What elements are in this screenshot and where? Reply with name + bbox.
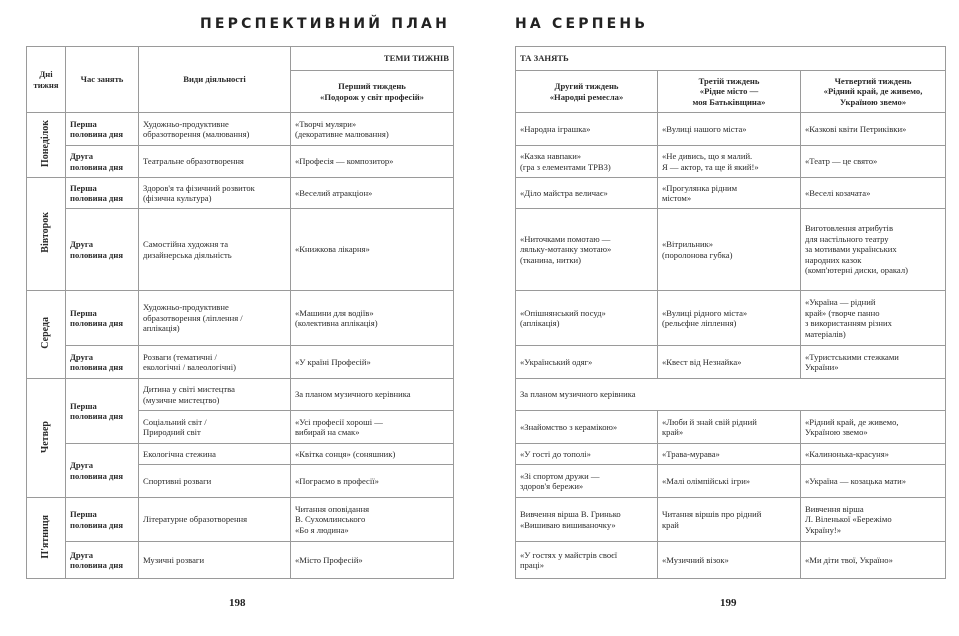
header-time: Час занять xyxy=(66,47,139,113)
theme-cell: «Книжкова лікарня» xyxy=(291,209,454,291)
activity-cell: Художньо-продуктивне образотворення (малювання) xyxy=(139,113,291,146)
day-cell xyxy=(27,291,66,379)
time-cell: Друга половина дня xyxy=(66,146,139,178)
time-cell: Друга половина дня xyxy=(66,346,139,379)
activity-cell: Екологічна стежина xyxy=(139,444,291,465)
theme-cell: «Малі олімпійські ігри» xyxy=(658,465,801,498)
time-cell: Перша половина дня xyxy=(66,291,139,346)
theme-cell: «У країні Професій» xyxy=(291,346,454,379)
day-label: Четвер xyxy=(39,420,51,453)
day-label: Понеділок xyxy=(39,120,51,168)
theme-cell: «У гості до тополі» xyxy=(516,444,658,465)
activity-cell: Музичні розваги xyxy=(139,542,291,579)
header-week3: Третій тиждень «Рідне місто — моя Батьківщина» xyxy=(658,71,801,113)
theme-cell: «Зі спортом дружи — здоров'я бережи» xyxy=(516,465,658,498)
theme-cell: Читання оповідання В. Сухомлинського «Бо я людина» xyxy=(291,498,454,542)
theme-cell: «Веселий атракціон» xyxy=(291,178,454,209)
time-cell: Перша половина дня xyxy=(66,379,139,444)
theme-cell: За планом музичного керівника xyxy=(291,379,454,411)
theme-cell: «Веселі козачата» xyxy=(801,178,946,209)
day-label: Вівторок xyxy=(39,212,51,254)
page-title-left: ПЕРСПЕКТИВНИЙ ПЛАН xyxy=(200,16,450,32)
theme-cell: Вивчення вірша В. Гринько «Вишиваю вишиваночку» xyxy=(516,498,658,542)
theme-cell: «Вулиці нашого міста» xyxy=(658,113,801,146)
plan-table-left xyxy=(26,46,454,579)
activity-cell: Соціальний світ / Природний світ xyxy=(139,411,291,444)
theme-cell: «Рідний край, де живемо, Україною звемо» xyxy=(801,411,946,444)
theme-cell: «Ниточками помотаю — ляльку-мотанку змотаю» (тканина, нитки) xyxy=(516,209,658,291)
theme-cell: «Діло майстра величає» xyxy=(516,178,658,209)
time-cell: Перша половина дня xyxy=(66,498,139,542)
theme-cell: «Трава-мурава» xyxy=(658,444,801,465)
theme-cell: «Вітрильник» (поролонова губка) xyxy=(658,209,801,291)
time-cell: Друга половина дня xyxy=(66,542,139,579)
activity-cell: Художньо-продуктивне образотворення (ліплення / аплікація) xyxy=(139,291,291,346)
time-cell: Перша половина дня xyxy=(66,178,139,209)
time-cell: Друга половина дня xyxy=(66,209,139,291)
theme-cell: «Машини для водіїв» (колективна аплікація) xyxy=(291,291,454,346)
activity-cell: Літературне образотворення xyxy=(139,498,291,542)
page-number-right: 199 xyxy=(720,597,737,609)
day-label: Середа xyxy=(39,317,51,350)
theme-cell: «Опішнянський посуд» (аплікація) xyxy=(516,291,658,346)
theme-cell: «Не дивись, що я малий. Я — актор, та ще й який!» xyxy=(658,146,801,178)
theme-cell: «Народна іграшка» xyxy=(516,113,658,146)
header-activities: Види діяльності xyxy=(139,47,291,113)
theme-cell: «Місто Професій» xyxy=(291,542,454,579)
theme-cell: «Український одяг» xyxy=(516,346,658,379)
merged-theme-cell: За планом музичного керівника xyxy=(516,379,946,411)
time-cell: Друга половина дня xyxy=(66,444,139,498)
theme-cell: «Ми діти твої, Україно» xyxy=(801,542,946,579)
theme-cell: Читання віршів про рідний край xyxy=(658,498,801,542)
time-cell: Перша половина дня xyxy=(66,113,139,146)
theme-cell: «Творчі муляри» (декоративне малювання) xyxy=(291,113,454,146)
header-themes: ТЕМИ ТИЖНІВ xyxy=(291,47,454,71)
theme-cell: «Вулиці рідного міста» (рельєфне ліплення) xyxy=(658,291,801,346)
day-cell xyxy=(27,498,66,579)
theme-cell: «Казка навпаки» (гра з елементами ТРВЗ) xyxy=(516,146,658,178)
header-week4: Четвертий тиждень «Рідний край, де живемо, Україною звемо» xyxy=(801,71,946,113)
activity-cell: Дитина у світі мистецтва (музичне мистецтво) xyxy=(139,379,291,411)
day-cell xyxy=(27,178,66,291)
theme-cell: «Казкові квіти Петриківки» xyxy=(801,113,946,146)
theme-cell: «Україна — козацька мати» xyxy=(801,465,946,498)
theme-cell: «Музичний візок» xyxy=(658,542,801,579)
theme-cell: «Усі професії хороші — вибирай на смак» xyxy=(291,411,454,444)
theme-cell: «Туристськими стежками України» xyxy=(801,346,946,379)
day-cell xyxy=(27,113,66,178)
plan-table-right xyxy=(515,46,946,579)
header-week1: Перший тиждень «Подорож у світ професій» xyxy=(291,71,454,113)
activity-cell: Здоров'я та фізичний розвиток (фізична культура) xyxy=(139,178,291,209)
theme-cell: «Професія — композитор» xyxy=(291,146,454,178)
header-themes-cont: ТА ЗАНЯТЬ xyxy=(516,47,946,71)
day-cell xyxy=(27,379,66,498)
theme-cell: «Квест від Незнайка» xyxy=(658,346,801,379)
theme-cell: Виготовлення атрибутів для настільного театру за мотивами українських народних казок (комп'ютерні диски, оракал) xyxy=(801,209,946,291)
theme-cell: «Україна — рідний край» (творче панно з використанням різних матеріалів) xyxy=(801,291,946,346)
theme-cell: «Прогулянка рідним містом» xyxy=(658,178,801,209)
theme-cell: «У гостях у майстрів своєї праці» xyxy=(516,542,658,579)
activity-cell: Театральне образотворення xyxy=(139,146,291,178)
theme-cell: «Люби й знай свій рідний край» xyxy=(658,411,801,444)
theme-cell: «Квітка сонця» (соняшник) xyxy=(291,444,454,465)
theme-cell: «Театр — це свято» xyxy=(801,146,946,178)
theme-cell: «Калинонька-красуня» xyxy=(801,444,946,465)
activity-cell: Самостійна художня та дизайнерська діяльність xyxy=(139,209,291,291)
page-number-left: 198 xyxy=(229,597,246,609)
page-title-right: НА СЕРПЕНЬ xyxy=(515,16,649,32)
theme-cell: «Пограємо в професії» xyxy=(291,465,454,498)
theme-cell: «Знайомство з керамікою» xyxy=(516,411,658,444)
activity-cell: Розваги (тематичні / екологічні / валеологічні) xyxy=(139,346,291,379)
header-week2: Другий тиждень «Народні ремесла» xyxy=(516,71,658,113)
day-label: П'ятниця xyxy=(39,514,51,559)
header-days: Дні тижня xyxy=(27,47,66,113)
theme-cell: Вивчення вірша Л. Віленької «Бережімо Україну!» xyxy=(801,498,946,542)
activity-cell: Спортивні розваги xyxy=(139,465,291,498)
